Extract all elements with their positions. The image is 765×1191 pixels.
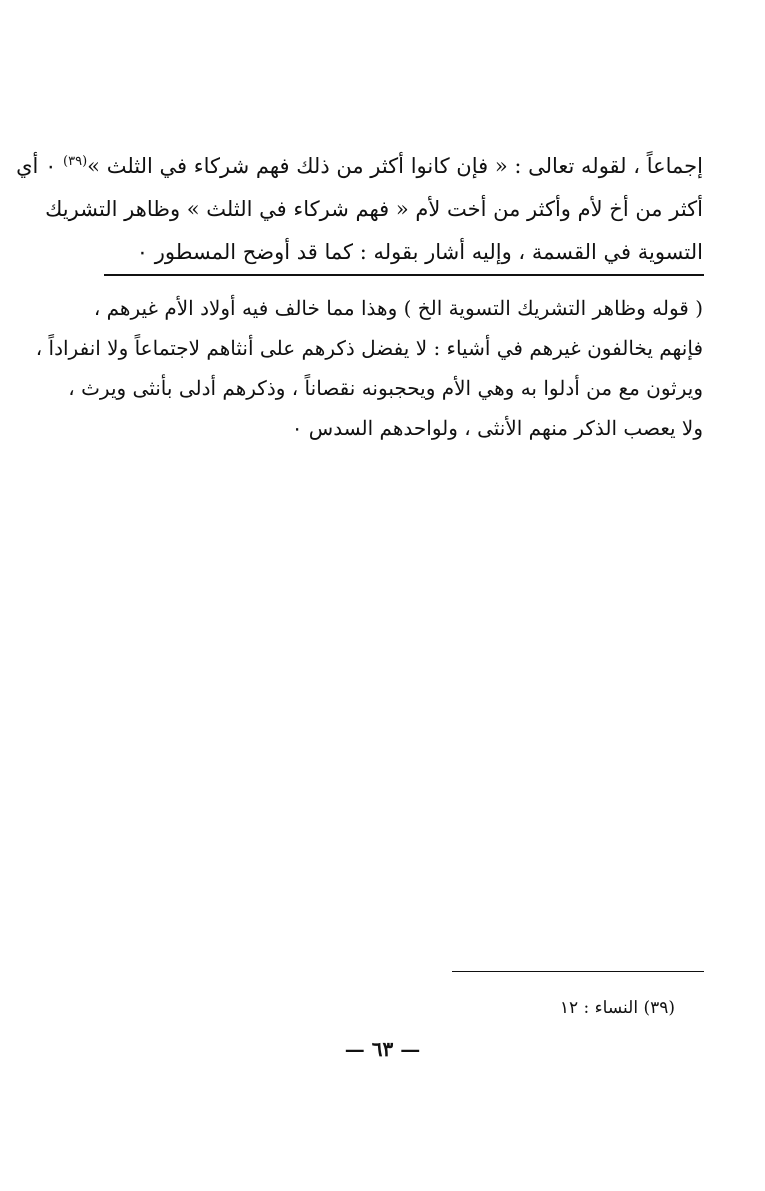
page-number: — ٦٣ — (344, 1037, 421, 1061)
commentary-line-3: ويرثون مع من أدلوا به وهي الأم ويحجبونه نقصاناً ، وذكرهم أدلى بأنثى ويرث ، (68, 376, 703, 400)
main-line-3: التسوية في القسمة ، وإليه أشار بقوله : كما قد أوضح المسطور ٠ (136, 240, 703, 264)
footnote: (٣٩) النساء : ١٢ (559, 998, 675, 1018)
section-divider (104, 274, 704, 276)
main-line-1-tail: ٠ أي (16, 154, 57, 178)
footnote-divider (452, 971, 704, 972)
main-line-1 (16, 140, 703, 188)
main-text (16, 140, 703, 274)
commentary-line-1: ( قوله وظاهر التشريك التسوية الخ ) وهذا مما خالف فيه أولاد الأم غيرهم ، (93, 296, 703, 320)
main-line-2: أكثر من أخ لأم وأكثر من أخت لأم « فهم شركاء في الثلث » وظاهر التشريك (45, 197, 703, 221)
commentary-line-2: فإنهم يخالفون غيرهم في أشياء : لا يفضل ذكرهم على أنثاهم لاجتماعاً ولا انفراداً ، (35, 336, 703, 360)
footnote-reference: (٣٩) (63, 154, 88, 169)
commentary-line-4: ولا يعصب الذكر منهم الأنثى ، ولواحدهم السدس ٠ (291, 416, 703, 440)
commentary-text (35, 288, 703, 448)
main-line-1-text: إجماعاً ، لقوله تعالى : « فإن كانوا أكثر من ذلك فهم شركاء في الثلث » (87, 154, 703, 178)
